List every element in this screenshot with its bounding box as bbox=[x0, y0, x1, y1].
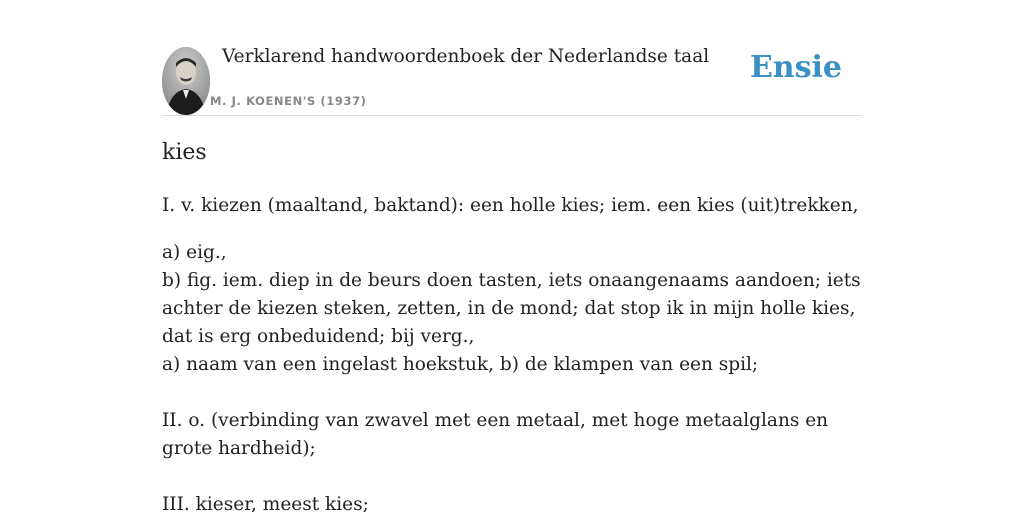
sense-text: a) eig., bbox=[162, 242, 227, 263]
spacer bbox=[162, 220, 862, 239]
sense-text: I. v. kiezen (maaltand, baktand): een holle kies; iem. een kies (uit)trekken, bbox=[162, 195, 859, 216]
sense-text: b) fig. iem. diep in de beurs doen tasten, iets onaangenaams aandoen; iets achter de kiezen steken, zetten, in de mond; dat stop ik in mijn holle kies, dat is erg onbeduidend; bij verg., bbox=[162, 270, 861, 347]
entry-headword: kies bbox=[162, 140, 207, 165]
spacer bbox=[162, 463, 862, 491]
sense-text: II. o. (verbinding van zwavel met een metaal, met hoge metaalglans en grote hardheid); bbox=[162, 410, 829, 459]
author-portrait bbox=[162, 47, 210, 115]
portrait-image bbox=[162, 47, 210, 115]
ensie-logo-link[interactable]: Ensie bbox=[749, 50, 842, 85]
dictionary-title-link[interactable]: Verklarend handwoordenboek der Nederlandse taal bbox=[222, 46, 710, 67]
sense-text: a) naam van een ingelast hoekstuk, b) de klampen van een spil; bbox=[162, 354, 759, 375]
content-container bbox=[162, 0, 862, 512]
entry-definition bbox=[162, 192, 862, 512]
sense-text: III. kieser, meest kies; bbox=[162, 494, 369, 512]
spacer bbox=[162, 379, 862, 407]
dictionary-subtitle: M. J. KOENEN'S (1937) bbox=[210, 94, 367, 108]
dictionary-header bbox=[162, 0, 862, 116]
